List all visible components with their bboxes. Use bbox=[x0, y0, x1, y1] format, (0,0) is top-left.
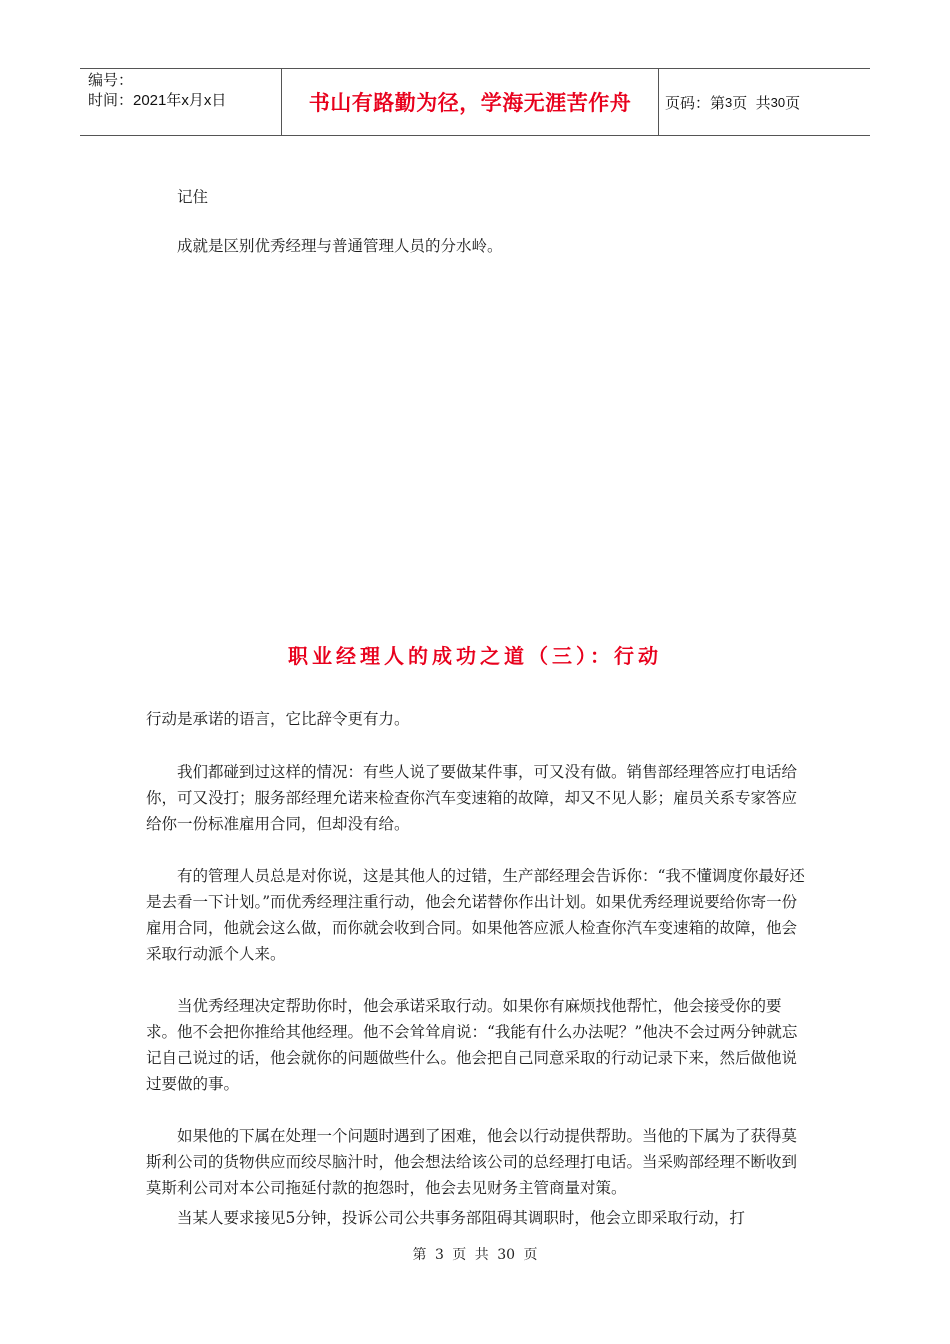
page-label-mid: 页 共 bbox=[732, 94, 771, 112]
section-title: 职业经理人的成功之道（三）：行动 bbox=[288, 644, 662, 668]
paragraph-5: 如果他的下属在处理一个问题时遇到了困难，他会以行动提供帮助。当他的下属为了获得莫斯利公司的货物供应而绞尽脑汁时，他会想法给该公司的总经理打电话。当采购部经理不断收到莫斯利公司对本公司拖延付款的抱怨时，他会去见财务主管商量对策。 bbox=[146, 1127, 798, 1197]
page-header bbox=[80, 68, 870, 136]
header-page-info bbox=[659, 69, 870, 135]
intro-line-1: 记住 bbox=[177, 188, 209, 206]
date-label: 时间：2021年x月x日 bbox=[88, 92, 227, 109]
paragraph-4: 当优秀经理决定帮助你时，他会承诺采取行动。如果你有麻烦找他帮忙，他会接受你的要求。他不会把你推给其他经理。他不会耸耸肩说：“我能有什么办法呢？”他决不会过两分钟就忘记自己说过的话，他会就你的问题做些什么。他会把自己同意采取的行动记录下来，然后做他说过要做的事。 bbox=[146, 997, 798, 1093]
page-label-prefix: 页码：第 bbox=[665, 94, 726, 112]
paragraph-2: 我们都碰到过这样的情况：有些人说了要做某件事，可又没有做。销售部经理答应打电话给你，可又没打；服务部经理允诺来检查你汽车变速箱的故障，却又不见人影；雇员关系专家答应给你一份标准雇用合同，但却没有给。 bbox=[146, 763, 798, 833]
page-current: 3 bbox=[725, 94, 733, 110]
header-motto: 书山有路勤为径，学海无涯苦作舟 bbox=[282, 69, 659, 135]
paragraph-6: 当某人要求接见5分钟，投诉公司公共事务部阻碍其调职时，他会立即采取行动，打 bbox=[177, 1209, 745, 1227]
paragraph-1: 行动是承诺的语言，它比辞令更有力。 bbox=[146, 710, 410, 728]
page-label-suffix: 页 bbox=[785, 94, 801, 112]
header-meta bbox=[80, 69, 282, 135]
paragraph-3: 有的管理人员总是对你说，这是其他人的过错，生产部经理会告诉你：“我不懂调度你最好还是去看一下计划。”而优秀经理注重行动，他会允诺替你作出计划。如果优秀经理说要给你寄一份雇用合同，他就会这么做，而你就会收到合同。如果他答应派人检查你汽车变速箱的故障，他会采取行动派个人来。 bbox=[146, 867, 805, 963]
intro-line-2: 成就是区别优秀经理与普通管理人员的分水岭。 bbox=[177, 237, 503, 255]
page-total: 30 bbox=[770, 94, 786, 110]
page-footer: 第 3 页 共 30 页 bbox=[412, 1247, 538, 1263]
serial-label: 编号： bbox=[88, 72, 134, 89]
